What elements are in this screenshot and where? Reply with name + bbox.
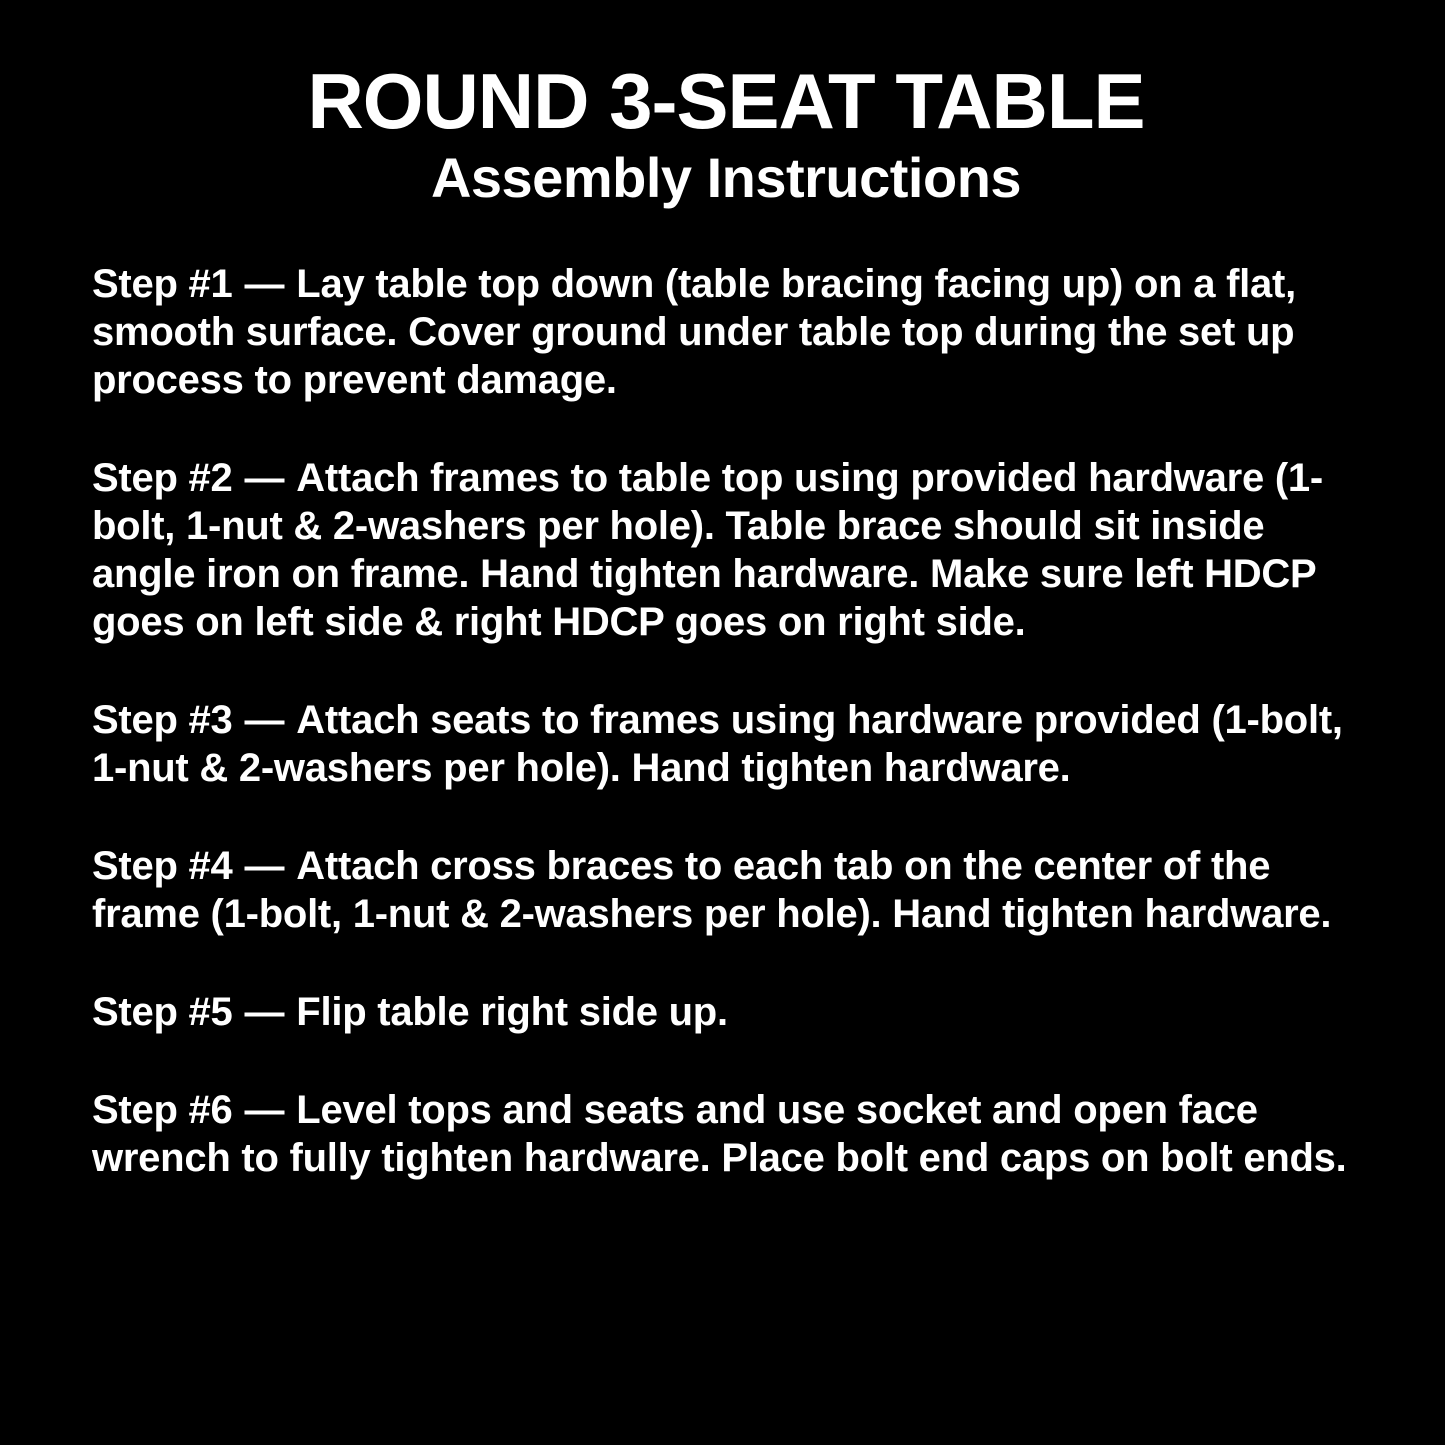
- step-body: Attach frames to table top using provided hardware (1-bolt, 1-nut & 2-washers per hole). Table brace should sit inside angle iron on frame. Hand tighten hardware. Make sure left HDCP goes on left side & right HDCP goes on right side.: [92, 456, 1323, 644]
- step-label: Step #2: [92, 456, 233, 500]
- step-item-3: [92, 696, 1360, 792]
- page-title: ROUND 3-SEAT TABLE: [307, 57, 1145, 145]
- step-body: Flip table right side up.: [296, 990, 728, 1034]
- step-label: Step #1: [92, 262, 233, 306]
- step-body: Attach seats to frames using hardware provided (1-bolt, 1-nut & 2-washers per hole). Hand tighten hardware.: [92, 698, 1343, 790]
- step-label: Step #5: [92, 990, 233, 1034]
- page-subtitle: Assembly Instructions: [430, 146, 1022, 209]
- header: [92, 57, 1360, 209]
- step-item-1: [92, 260, 1360, 404]
- step-label: Step #3: [92, 698, 233, 742]
- step-label: Step #6: [92, 1088, 233, 1132]
- step-dash: —: [244, 990, 285, 1034]
- step-dash: —: [244, 456, 285, 500]
- step-dash: —: [244, 698, 285, 742]
- step-item-5: [92, 988, 1360, 1036]
- steps-list: [92, 260, 1360, 1182]
- step-body: Level tops and seats and use socket and open face wrench to fully tighten hardware. Place bolt end caps on bolt ends.: [92, 1088, 1347, 1180]
- step-item-4: [92, 842, 1360, 938]
- step-body: Attach cross braces to each tab on the center of the frame (1-bolt, 1-nut & 2-washers per hole). Hand tighten hardware.: [92, 844, 1332, 936]
- step-label: Step #4: [92, 844, 233, 888]
- step-dash: —: [244, 1088, 285, 1132]
- step-item-6: [92, 1086, 1360, 1182]
- step-dash: —: [244, 262, 285, 306]
- step-item-2: [92, 454, 1360, 646]
- step-dash: —: [244, 844, 285, 888]
- step-body: Lay table top down (table bracing facing up) on a flat, smooth surface. Cover ground under table top during the set up process to prevent damage.: [92, 262, 1296, 402]
